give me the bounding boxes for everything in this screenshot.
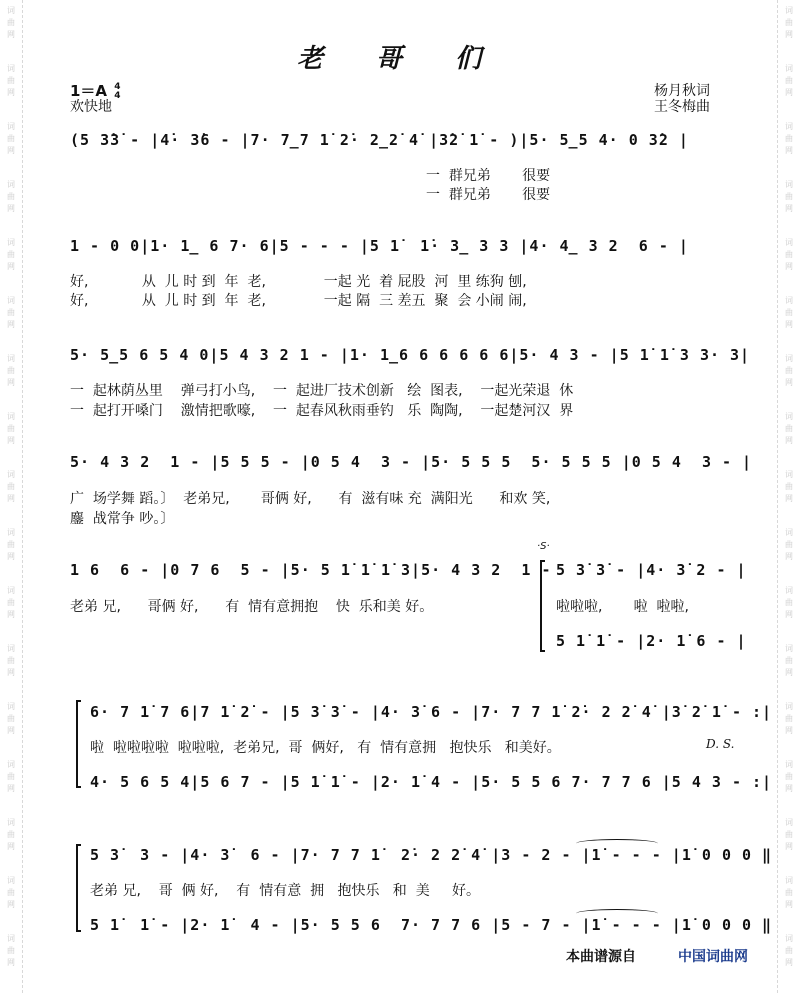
watermark-glyph: 曲 xyxy=(785,482,793,491)
system-bracket-3 xyxy=(76,844,81,932)
watermark-glyph: 曲 xyxy=(7,250,15,259)
watermark-glyph: 词 xyxy=(785,122,793,131)
watermark-glyph: 词 xyxy=(7,702,15,711)
watermark-glyph: 曲 xyxy=(7,714,15,723)
watermark-glyph: 网 xyxy=(785,262,793,271)
lyric-line-7: 啦 啦啦啦啦 啦啦啦, 老弟兄, 哥 俩好, 有 情有意拥 抱快乐 和美好。 xyxy=(90,740,561,756)
watermark-glyph: 曲 xyxy=(7,656,15,665)
watermark-glyph: 网 xyxy=(7,668,15,677)
watermark-glyph: 曲 xyxy=(7,134,15,143)
watermark-glyph: 词 xyxy=(785,238,793,247)
watermark-glyph: 曲 xyxy=(7,366,15,375)
watermark-glyph: 词 xyxy=(785,934,793,943)
watermark-glyph: 词 xyxy=(7,354,15,363)
watermark-glyph: 网 xyxy=(7,88,15,97)
tempo-marking: 欢快地 xyxy=(70,99,112,115)
lyric-line-5: 老弟 兄, 哥俩 好, 有 情有意拥抱 快 乐和美 好。 xyxy=(70,599,434,615)
watermark-glyph: 网 xyxy=(7,30,15,39)
watermark-glyph: 网 xyxy=(7,958,15,967)
watermark-glyph: 网 xyxy=(785,494,793,503)
watermark-glyph: 网 xyxy=(785,436,793,445)
watermark-glyph: 曲 xyxy=(7,772,15,781)
key-label: 1＝A xyxy=(70,82,108,100)
watermark-glyph: 词 xyxy=(785,876,793,885)
watermark-glyph: 网 xyxy=(785,610,793,619)
notation-line-2: 1 - 0 0|1· 1̲ 6 7· 6|5 - - - |5 1̇ 1̇· 3̲ 3 3 |4· 4̲ 3 2 6 - | xyxy=(70,237,689,255)
watermark-glyph: 曲 xyxy=(7,76,15,85)
watermark-glyph: 网 xyxy=(785,146,793,155)
watermark-glyph: 网 xyxy=(785,204,793,213)
watermark-glyph: 网 xyxy=(7,436,15,445)
watermark-glyph: 词 xyxy=(785,818,793,827)
watermark-glyph: 网 xyxy=(7,146,15,155)
watermark-glyph: 词 xyxy=(7,412,15,421)
watermark-glyph: 词 xyxy=(785,296,793,305)
lyric-line-8: 老弟 兄, 哥 俩 好, 有 情有意 拥 抱快乐 和 美 好。 xyxy=(90,883,480,899)
upper-voice-line-8: 5 3̇ 3 - |4· 3̇ 6 - |7· 7 7 1̇ 2̇· 2 2̇ 4̇ |3 - 2 - |1̇ - - - |1̇ 0 0 0 ‖ xyxy=(90,846,773,864)
watermark-glyph: 词 xyxy=(7,876,15,885)
system-bracket-1 xyxy=(540,560,545,652)
lyric-line-2a: 好, 从 儿 时 到 年 老, 一起 光 着 屁股 河 里 练狗 刨, xyxy=(70,274,527,290)
lower-voice-line-6: 5 1̇ 1̇ - |2· 1̇ 6 - | xyxy=(556,632,747,650)
source-site-name: 中国词曲网 xyxy=(678,949,748,965)
lyricist-credit: 杨月秋词 xyxy=(654,83,710,99)
watermark-glyph: 曲 xyxy=(785,656,793,665)
watermark-glyph: 词 xyxy=(7,934,15,943)
composer-credit: 王冬梅曲 xyxy=(654,99,710,115)
lyric-line-3b: 一 起打开嗓门 激情把歌嚎, 一 起春风秋雨垂钓 乐 陶陶, 一起楚河汉 界 xyxy=(70,403,574,419)
watermark-glyph: 网 xyxy=(785,88,793,97)
watermark-glyph: 曲 xyxy=(785,830,793,839)
watermark-glyph: 曲 xyxy=(785,888,793,897)
watermark-glyph: 曲 xyxy=(785,366,793,375)
watermark-glyph: 网 xyxy=(7,204,15,213)
watermark-glyph: 词 xyxy=(785,702,793,711)
watermark-glyph: 网 xyxy=(785,552,793,561)
watermark-glyph: 词 xyxy=(7,122,15,131)
watermark-glyph: 词 xyxy=(7,644,15,653)
watermark-glyph: 词 xyxy=(785,760,793,769)
watermark-glyph: 网 xyxy=(785,378,793,387)
watermark-glyph: 词 xyxy=(785,64,793,73)
upper-voice-line-7: 6· 7 1̇ 7 6|7 1̇ 2̇ - |5 3̇ 3̇ - |4· 3̇ 6 - |7· 7 7 1̇ 2̇· 2 2̇ 4̇ |3̇ 2̇ 1̇ - :| xyxy=(90,703,773,721)
watermark-glyph: 网 xyxy=(7,900,15,909)
watermark-glyph: 词 xyxy=(7,818,15,827)
lower-voice-line-8: 5 1̇ 1̇ - |2· 1̇ 4 - |5· 5 5 6 7· 7 7 6 |5 - 7 - |1̇ - - - |1̇ 0 0 0 ‖ xyxy=(90,916,773,934)
lyric-line-2b: 好, 从 儿 时 到 年 老, 一起 隔 三 差五 聚 会 小闹 闹, xyxy=(70,293,527,309)
song-title: 老 哥 们 xyxy=(296,44,504,74)
watermark-glyph: 曲 xyxy=(7,18,15,27)
lyric-line-3a: 一 起林荫丛里 弹弓打小鸟, 一 起进厂技术创新 绘 图表, 一起光荣退 休 xyxy=(70,383,574,399)
watermark-glyph: 曲 xyxy=(785,134,793,143)
lower-voice-line-7: 4· 5 6 5 4|5 6 7 - |5 1̇ 1̇ - |2· 1̇ 4 - |5· 5 5 6 7· 7 7 6 |5 4 3 - :| xyxy=(90,773,773,791)
watermark-glyph: 网 xyxy=(785,958,793,967)
watermark-glyph: 曲 xyxy=(7,830,15,839)
watermark-glyph: 曲 xyxy=(785,946,793,955)
watermark-glyph: 曲 xyxy=(7,598,15,607)
lyric-line-6: 啦啦啦, 啦 啦啦, xyxy=(556,599,689,615)
watermark-glyph: 曲 xyxy=(785,18,793,27)
time-sig-top: 4 xyxy=(114,81,121,92)
watermark-glyph: 词 xyxy=(785,470,793,479)
watermark-glyph: 曲 xyxy=(7,424,15,433)
watermark-glyph: 曲 xyxy=(785,598,793,607)
watermark-glyph: 曲 xyxy=(7,540,15,549)
watermark-glyph: 曲 xyxy=(785,772,793,781)
dal-segno-mark: D. S. xyxy=(706,737,735,751)
watermark-glyph: 网 xyxy=(785,784,793,793)
watermark-glyph: 曲 xyxy=(7,946,15,955)
watermark-glyph: 曲 xyxy=(7,192,15,201)
watermark-glyph: 词 xyxy=(785,644,793,653)
watermark-glyph: 网 xyxy=(785,726,793,735)
watermark-glyph: 曲 xyxy=(785,308,793,317)
watermark-glyph: 词 xyxy=(7,470,15,479)
watermark-glyph: 网 xyxy=(785,320,793,329)
watermark-glyph: 曲 xyxy=(785,192,793,201)
watermark-glyph: 网 xyxy=(785,842,793,851)
watermark-glyph: 词 xyxy=(785,6,793,15)
watermark-glyph: 词 xyxy=(785,586,793,595)
watermark-glyph: 词 xyxy=(7,238,15,247)
watermark-glyph: 曲 xyxy=(785,540,793,549)
notation-line-1: (5 3̇3̇ - |4̇· 3̇6 - |7· 7̲7 1̇ 2̇· 2̲2̇ 4̇ |3̇2̇ 1̇ - )|5· 5̲5 4· 0 3̇2 | xyxy=(70,131,689,149)
lyric-line-4b: 鏖 战常争 吵。〕 xyxy=(70,511,175,527)
lyric-line-1b: 一 群兄弟 很要 xyxy=(70,187,551,203)
lyric-line-4a: 广 场学舞 蹈。〕 老弟兄, 哥俩 好, 有 滋有味 充 满阳光 和欢 笑, xyxy=(70,491,551,507)
watermark-glyph: 曲 xyxy=(7,308,15,317)
watermark-glyph: 词 xyxy=(785,528,793,537)
watermark-glyph: 网 xyxy=(785,30,793,39)
time-signature xyxy=(114,83,120,101)
watermark-glyph: 曲 xyxy=(7,482,15,491)
watermark-glyph: 词 xyxy=(7,6,15,15)
lyric-line-1a: 一 群兄弟 很要 xyxy=(70,168,551,184)
watermark-glyph: 网 xyxy=(7,378,15,387)
watermark-glyph: 网 xyxy=(7,320,15,329)
watermark-glyph: 曲 xyxy=(785,250,793,259)
watermark-glyph: 网 xyxy=(7,610,15,619)
watermark-glyph: 词 xyxy=(7,586,15,595)
watermark-glyph: 词 xyxy=(785,412,793,421)
watermark-glyph: 词 xyxy=(7,528,15,537)
watermark-glyph: 网 xyxy=(7,262,15,271)
watermark-glyph: 网 xyxy=(7,726,15,735)
notation-line-4: 5· 4 3 2 1 - |5 5 5 - |0 5 4 3 - |5· 5 5 5 5· 5 5 5 |0 5 4 3 - | xyxy=(70,453,753,471)
watermark-glyph: 词 xyxy=(785,354,793,363)
watermark-glyph: 网 xyxy=(7,552,15,561)
watermark-glyph: 曲 xyxy=(7,888,15,897)
watermark-glyph: 词 xyxy=(785,180,793,189)
notation-line-3: 5· 5̲5 6 5 4 0|5 4 3 2 1 - |1· 1̲6 6 6 6 6 6|5· 4 3 - |5 1̇ 1̇ 3 3· 3| xyxy=(70,346,751,364)
watermark-glyph: 曲 xyxy=(785,76,793,85)
upper-voice-line-6: 5 3̇ 3̇ - |4· 3̇ 2 - | xyxy=(556,561,747,579)
watermark-glyph: 曲 xyxy=(785,714,793,723)
source-label: 本曲谱源自 xyxy=(566,949,636,965)
notation-line-5: 1 6 6 - |0 7 6 5 - |5· 5 1̇ 1̇ 1̇ 3|5· 4 3 2 1 - xyxy=(70,561,562,579)
watermark-glyph: 网 xyxy=(7,842,15,851)
watermark-glyph: 网 xyxy=(7,494,15,503)
segno-sign: ·S· xyxy=(537,541,550,552)
watermark-glyph: 词 xyxy=(7,180,15,189)
system-bracket-2 xyxy=(76,700,81,788)
watermark-glyph: 网 xyxy=(785,668,793,677)
watermark-glyph: 曲 xyxy=(785,424,793,433)
watermark-glyph: 词 xyxy=(7,296,15,305)
watermark-glyph: 网 xyxy=(785,900,793,909)
time-sig-bottom: 4 xyxy=(114,90,121,101)
watermark-glyph: 网 xyxy=(7,784,15,793)
watermark-glyph: 词 xyxy=(7,760,15,769)
watermark-glyph: 词 xyxy=(7,64,15,73)
